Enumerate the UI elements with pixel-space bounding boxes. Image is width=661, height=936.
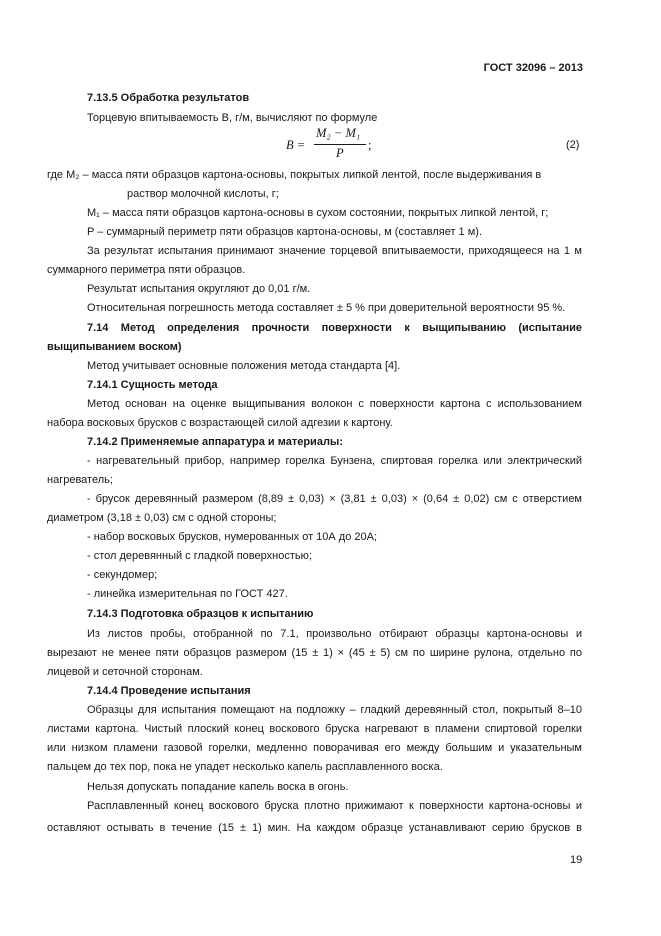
paragraph-line: набора восковых брусков с возрастающей силой адгезии к картону.	[47, 417, 393, 429]
equation-number: (2)	[566, 139, 580, 151]
paragraph-line: где M₂ – масса пяти образцов картона-основы, покрытых липкой лентой, после выдерживания в	[47, 169, 542, 181]
paragraph-line: вырезают не менее пяти образцов размером (15 ± 1) × (45 ± 5) см по ширине рулона, отдельно по	[47, 647, 582, 659]
paragraph-line: пальцем до тех пор, пока не упадет несколько капель расплавленного воска.	[47, 761, 443, 773]
section-heading-7-14-4: 7.14.4 Проведение испытания	[87, 685, 251, 697]
formula-2	[286, 126, 386, 166]
formula-lhs: B =	[286, 138, 306, 152]
list-item: - набор восковых брусков, нумерованных от 10А до 20А;	[87, 531, 378, 543]
list-item: - брусок деревянный размером (8,89 ± 0,03) × (3,81 ± 0,03) × (0,64 ± 0,02) см с отверстием	[87, 493, 582, 505]
list-item: - линейка измерительная по ГОСТ 427.	[87, 588, 288, 600]
page-number: 19	[570, 854, 583, 866]
document-header: ГОСТ 32096 – 2013	[483, 62, 583, 74]
list-item-cont: диаметром (3,18 ± 0,03) см с одной стороны;	[47, 512, 277, 524]
section-heading-7-14-cont: выщипыванием воском)	[47, 341, 182, 353]
list-item-cont: нагреватель;	[47, 474, 113, 486]
paragraph-line: суммарного периметра пяти образцов.	[47, 264, 246, 276]
paragraph-line: раствор молочной кислоты, г;	[127, 188, 279, 200]
paragraph-line: Из листов пробы, отобранной по 7.1, произвольно отбирают образцы картона-основы и	[87, 628, 582, 640]
list-item: - стол деревянный с гладкой поверхностью;	[87, 550, 312, 562]
paragraph-line: Метод учитывает основные положения метода стандарта [4].	[87, 360, 401, 372]
paragraph-line: Метод основан на оценке выщипывания волокон с поверхности картона с использованием	[87, 398, 582, 410]
paragraph-line: Нельзя допускать попадание капель воска в огонь.	[87, 781, 349, 793]
fraction-bar	[314, 144, 366, 145]
paragraph-line: или низком пламени газовой горелки, медленно поворачивая его между большим и указательным	[47, 742, 582, 754]
paragraph-line: За результат испытания принимают значение торцевой впитываемости, приходящееся на 1 м	[87, 245, 582, 257]
formula-numerator: M₂ − M₁	[316, 126, 361, 140]
paragraph-line: лицевой и сеточной сторонам.	[47, 666, 203, 678]
list-item: - секундомер;	[87, 569, 158, 581]
paragraph-line: оставляют остывать в течение (15 ± 1) мин. На каждом образце устанавливают серию брусков в	[47, 822, 582, 834]
section-heading-7-13-5: 7.13.5 Обработка результатов	[87, 92, 250, 104]
list-item: - нагревательный прибор, например горелка Бунзена, спиртовая горелка или электрический	[87, 455, 582, 467]
paragraph-line: Относительная погрешность метода составляет ± 5 % при доверительной вероятности 95 %.	[87, 302, 566, 314]
section-heading-7-14-1: 7.14.1 Сущность метода	[87, 379, 218, 391]
section-heading-7-14: 7.14 Метод определения прочности поверхности к выщипыванию (испытание	[87, 322, 582, 334]
section-heading-7-14-3: 7.14.3 Подготовка образцов к испытанию	[87, 608, 314, 620]
paragraph-line: Результат испытания округляют до 0,01 г/м.	[87, 283, 311, 295]
section-heading-7-14-2: 7.14.2 Применяемые аппаратура и материалы:	[87, 436, 343, 448]
paragraph-line: P – суммарный периметр пяти образцов картона-основы, м (составляет 1 м).	[87, 226, 483, 238]
paragraph-line: Торцевую впитываемость В, г/м, вычисляют по формуле	[87, 112, 378, 124]
paragraph-line: M₁ – масса пяти образцов картона-основы в сухом состоянии, покрытых липкой лентой, г;	[87, 207, 549, 219]
formula-denominator: P	[336, 146, 344, 160]
paragraph-line: Образцы для испытания помещают на подложку – гладкий деревянный стол, покрытый 8–10	[87, 704, 582, 716]
formula-suffix: ;	[368, 138, 372, 152]
paragraph-line: листами картона. Чистый плоский конец воскового бруска нагревают в пламени спиртовой горелки	[47, 723, 582, 735]
paragraph-line: Расплавленный конец воскового бруска плотно прижимают к поверхности картона-основы и	[87, 800, 582, 812]
